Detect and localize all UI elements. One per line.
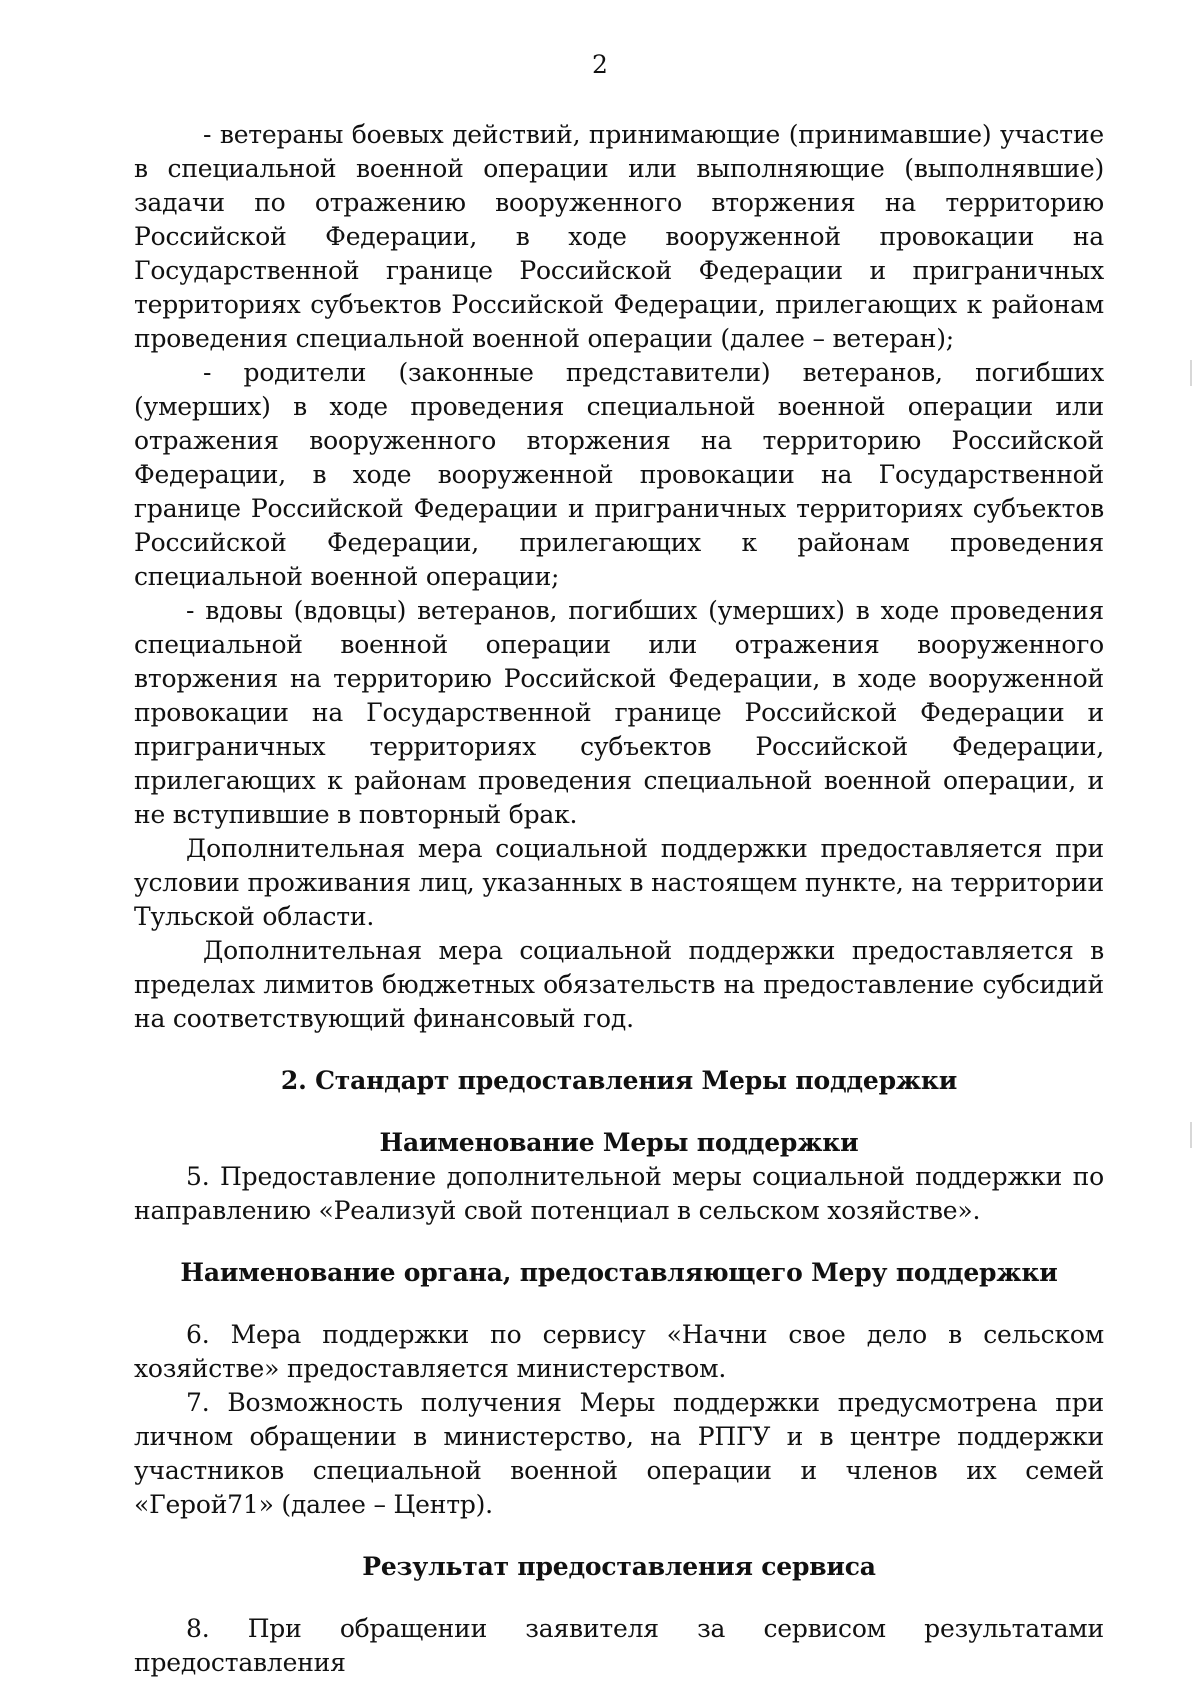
paragraph-residence-condition: Дополнительная мера социальной поддержки предоставляется при условии проживания лиц, указанных в настоящем пункте, на территории Тульской области. — [134, 834, 1104, 931]
paragraph-budget-limits: Дополнительная мера социальной поддержки предоставляется в пределах лимитов бюджетных обязательств на предоставление субсидий на соответствующий финансовый год. — [134, 936, 1104, 1033]
scan-artifact — [1190, 1122, 1192, 1148]
paragraph-parents: - родители (законные представители) ветеранов, погибших (умерших) в ходе проведения специальной военной операции или отражения вооруженного вторжения на территорию Российской Федерации, в ходе вооруженной провокации на Государственной границе Российской Федерации и приграничных территориях субъектов Российской Федерации, прилегающих к районам проведения специальной военной операции; — [134, 358, 1104, 591]
subheading-measure-name: Наименование Меры поддержки — [379, 1128, 859, 1157]
section-heading-standard: 2. Стандарт предоставления Меры поддержки — [280, 1066, 958, 1095]
paragraph-widows: - вдовы (вдовцы) ветеранов, погибших (умерших) в ходе проведения специальной военной операции или отражения вооруженного вторжения на территорию Российской Федерации, в ходе вооруженной провокации на Государственной границе Российской Федерации и приграничных территориях субъектов Российской Федерации, прилегающих к районам проведения специальной военной операции, и не вступившие в повторный брак. — [134, 596, 1104, 829]
paragraph-item-5: 5. Предоставление дополнительной меры социальной поддержки по направлению «Реализуй свой потенциал в сельском хозяйстве». — [134, 1162, 1104, 1225]
subheading-service-result: Результат предоставления сервиса — [362, 1552, 876, 1581]
subheading-providing-organ: Наименование органа, предоставляющего Меру поддержки — [180, 1258, 1058, 1287]
scan-artifact — [1190, 360, 1192, 386]
paragraph-item-8: 8. При обращении заявителя за сервисом результатами предоставления — [134, 1614, 1104, 1677]
page-number: 2 — [592, 50, 608, 79]
document-body — [134, 118, 1104, 1680]
paragraph-item-6: 6. Мера поддержки по сервису «Начни свое дело в сельском хозяйстве» предоставляется министерством. — [134, 1320, 1104, 1383]
paragraph-veterans: - ветераны боевых действий, принимающие (принимавшие) участие в специальной военной операции или выполняющие (выполнявшие) задачи по отражению вооруженного вторжения на территорию Российской Федерации, в ходе вооруженной провокации на Государственной границе Российской Федерации и приграничных территориях субъектов Российской Федерации, прилегающих к районам проведения специальной военной операции (далее – ветеран); — [134, 120, 1104, 353]
paragraph-item-7: 7. Возможность получения Меры поддержки предусмотрена при личном обращении в министерство, на РПГУ и в центре поддержки участников специальной военной операции и членов их семей «Герой71» (далее – Центр). — [134, 1388, 1104, 1519]
